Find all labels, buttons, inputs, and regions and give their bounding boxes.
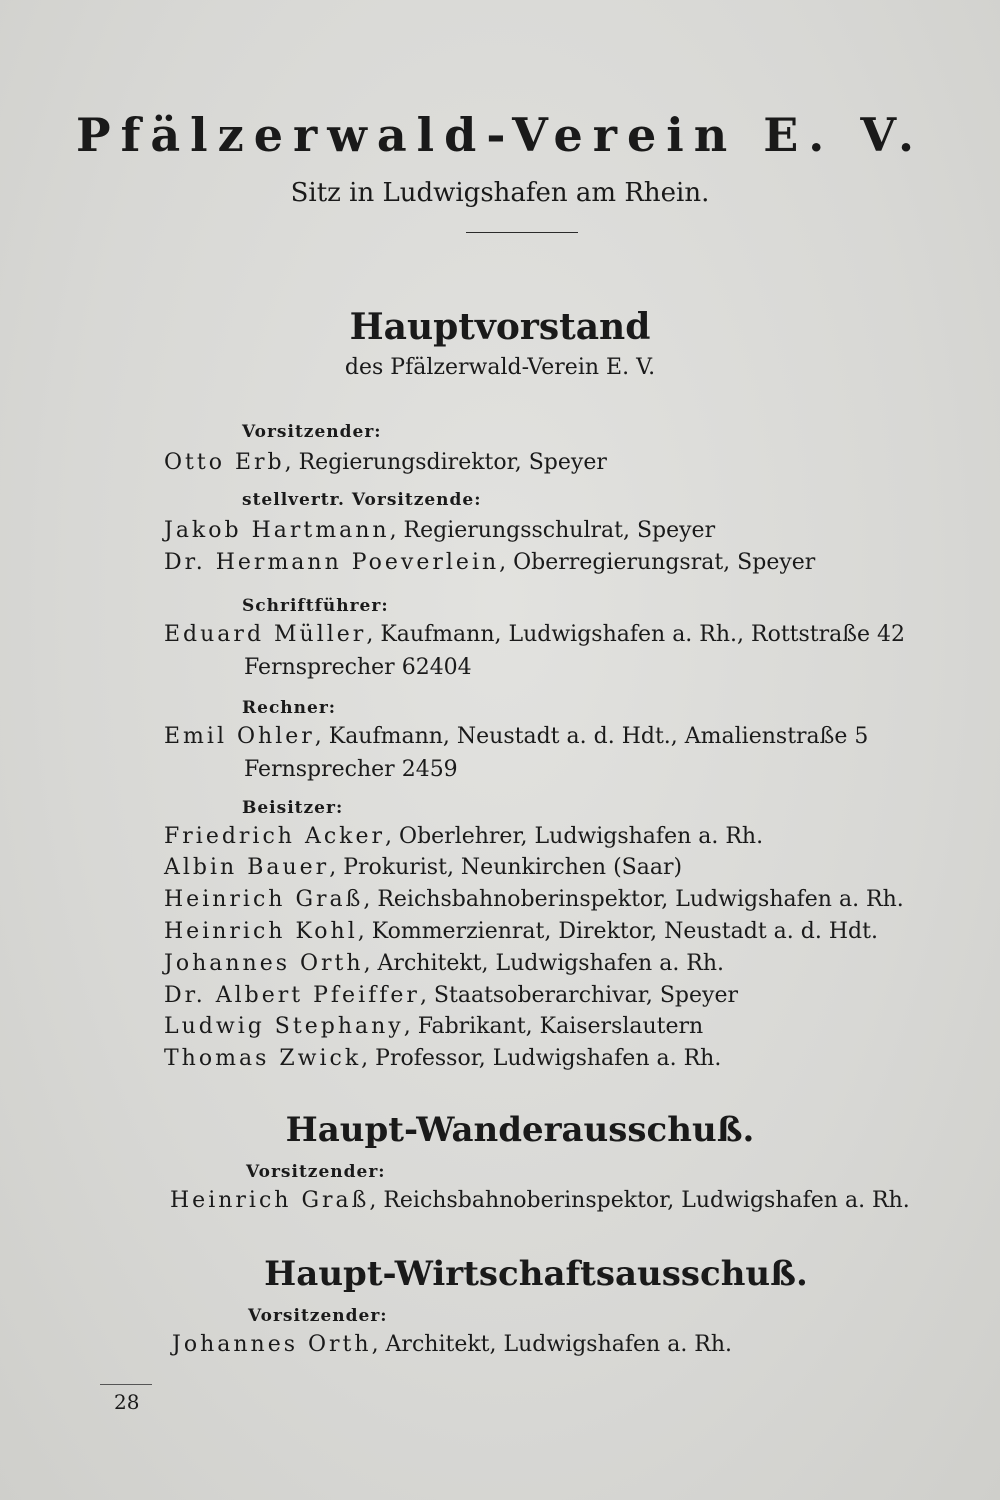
role-label-vorsitzender: Vorsitzender: — [242, 422, 382, 442]
member-details: , Architekt, Ludwigshafen a. Rh. — [371, 1332, 733, 1357]
role-label-beisitzer: Beisitzer: — [242, 798, 344, 818]
member-entry — [164, 855, 682, 880]
member-name: Dr. Albert Pfeiffer — [164, 983, 420, 1008]
member-name: Otto Erb — [164, 450, 285, 475]
member-name: Heinrich Graß — [164, 887, 364, 912]
member-details: , Architekt, Ludwigshafen a. Rh. — [363, 951, 725, 976]
member-details: , Kaufmann, Neustadt a. d. Hdt., Amalienstraße 5 — [314, 724, 869, 749]
member-details: , Reichsbahnoberinspektor, Ludwigshafen a. Rh. — [363, 887, 904, 912]
member-entry — [164, 887, 904, 912]
member-entry — [164, 450, 607, 475]
member-details: , Staatsoberarchivar, Speyer — [419, 983, 738, 1008]
member-name: Jakob Hartmann — [164, 518, 390, 543]
page-subtitle: Sitz in Ludwigshafen am Rhein. — [290, 178, 710, 208]
member-name: Thomas Zwick — [164, 1046, 362, 1071]
member-entry — [172, 1332, 732, 1357]
role-label-stellvertr-vorsitzende: stellvertr. Vorsitzende: — [242, 490, 482, 510]
member-details: , Regierungsschulrat, Speyer — [389, 518, 716, 543]
member-entry — [170, 1188, 910, 1213]
role-label-schriftfuehrer: Schriftführer: — [242, 596, 389, 616]
section-heading-wanderausschuss: Haupt-Wanderausschuß. — [285, 1110, 755, 1150]
section-subheading-hauptvorstand: des Pfälzerwald-Verein E. V. — [344, 355, 656, 380]
member-entry — [164, 983, 738, 1008]
role-label-vorsitzender: Vorsitzender: — [246, 1162, 386, 1182]
member-details: , Oberlehrer, Ludwigshafen a. Rh. — [385, 824, 764, 849]
section-heading-hauptvorstand: Hauptvorstand — [349, 306, 651, 348]
member-details: , Oberregierungsrat, Speyer — [499, 550, 816, 575]
page-title: Pfälzerwald-Verein E. V. — [76, 108, 924, 162]
member-details: , Professor, Ludwigshafen a. Rh. — [361, 1046, 722, 1071]
member-name: Johannes Orth — [172, 1332, 372, 1357]
member-name: Dr. Hermann Poeverlein — [164, 550, 500, 575]
member-name: Eduard Müller — [164, 622, 367, 647]
footer-rule — [100, 1384, 152, 1385]
title-divider — [466, 232, 578, 233]
member-entry — [164, 1014, 703, 1039]
member-details: , Prokurist, Neunkirchen (Saar) — [329, 855, 683, 880]
member-name: Friedrich Acker — [164, 824, 386, 849]
role-label-vorsitzender: Vorsitzender: — [248, 1306, 388, 1326]
member-entry — [164, 622, 905, 647]
member-details: , Fabrikant, Kaiserslautern — [403, 1014, 704, 1039]
member-name: Heinrich Graß — [170, 1188, 370, 1213]
member-entry — [164, 919, 878, 944]
member-details: , Kaufmann, Ludwigshafen a. Rh., Rottstraße 42 — [366, 622, 905, 647]
member-entry — [164, 518, 715, 543]
member-entry — [164, 550, 815, 575]
member-details: , Kommerzienrat, Direktor, Neustadt a. d. Hdt. — [357, 919, 878, 944]
member-name: Albin Bauer — [164, 855, 330, 880]
phone-number: Fernsprecher 62404 — [244, 655, 472, 680]
member-entry — [164, 1046, 721, 1071]
member-name: Heinrich Kohl — [164, 919, 358, 944]
page-number: 28 — [114, 1390, 140, 1414]
member-details: , Reichsbahnoberinspektor, Ludwigshafen a. Rh. — [369, 1188, 910, 1213]
member-name: Emil Ohler — [164, 724, 315, 749]
member-entry — [164, 724, 868, 749]
member-details: , Regierungsdirektor, Speyer — [284, 450, 607, 475]
phone-number: Fernsprecher 2459 — [244, 757, 458, 782]
member-entry — [164, 824, 763, 849]
member-name: Ludwig Stephany — [164, 1014, 404, 1039]
member-entry — [164, 951, 724, 976]
role-label-rechner: Rechner: — [242, 698, 337, 718]
section-heading-wirtschaftsausschuss: Haupt-Wirtschaftsausschuß. — [264, 1254, 808, 1294]
member-name: Johannes Orth — [164, 951, 364, 976]
